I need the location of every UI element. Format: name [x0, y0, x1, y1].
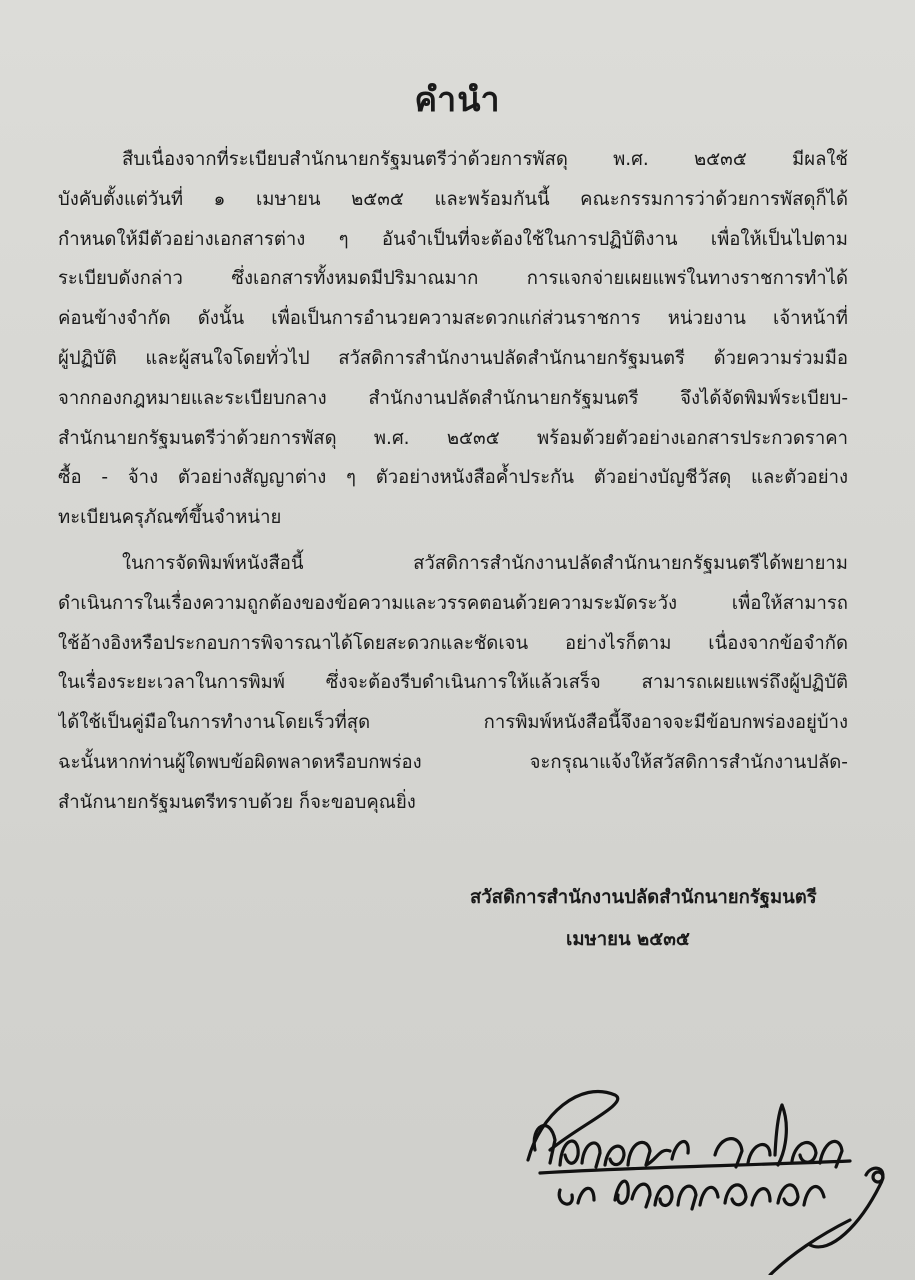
paragraph-1-line: บังคับตั้งแต่วันที่ ๑ เมษายน ๒๕๓๕ และพร้อมกันนี้ คณะกรรมการว่าด้วยการพัสดุก็ได้	[58, 188, 848, 210]
paragraph-1-line: ค่อนข้างจำกัด ดังนั้น เพื่อเป็นการอำนวยความสะดวกแก่ส่วนราชการ หน่วยงาน เจ้าหน้าที่	[58, 308, 848, 330]
signoff-organization: สวัสดิการสำนักงานปลัดสำนักนายกรัฐมนตรี	[470, 887, 817, 908]
paragraph-1-line: สำนักนายกรัฐมนตรีว่าด้วยการพัสดุ พ.ศ. ๒๕๓๕ พร้อมด้วยตัวอย่างเอกสารประกวดราคา	[58, 427, 848, 449]
page-title: คำนำ	[414, 80, 501, 120]
paragraph-2-line: ดำเนินการในเรื่องความถูกต้องของข้อความและวรรคตอนด้วยความระมัดระวัง เพื่อให้สามารถ	[58, 592, 848, 614]
signoff-date: เมษายน ๒๕๓๕	[566, 929, 690, 950]
paragraph-2-line: ในการจัดพิมพ์หนังสือนี้ สวัสดิการสำนักงานปลัดสำนักนายกรัฐมนตรีได้พยายาม	[122, 552, 848, 574]
paragraph-1-line: จากกองกฎหมายและระเบียบกลาง สำนักงานปลัดสำนักนายกรัฐมนตรี จึงได้จัดพิมพ์ระเบียบ-	[58, 387, 848, 409]
signoff-block	[470, 877, 850, 961]
paragraph-2-line: ใช้อ้างอิงหรือประกอบการพิจารณาได้โดยสะดวกและชัดเจน อย่างไรก็ตาม เนื่องจากข้อจำกัด	[58, 632, 848, 654]
paragraph-2-line: ฉะนั้นหากท่านผู้ใดพบข้อผิดพลาดหรือบกพร่อง จะกรุณาแจ้งให้สวัสดิการสำนักงานปลัด-	[58, 751, 848, 773]
paragraph-1-line: ผู้ปฏิบัติ และผู้สนใจโดยทั่วไป สวัสดิการสำนักงานปลัดสำนักนายกรัฐมนตรี ด้วยความร่วมมือ	[58, 347, 848, 369]
signature-strokes	[528, 1091, 883, 1275]
paragraph-1-line: ทะเบียนครุภัณฑ์ขึ้นจำหน่าย	[58, 507, 282, 529]
paragraph-2-line: สำนักนายกรัฐมนตรีทราบด้วย ก็จะขอบคุณยิ่ง	[58, 791, 416, 813]
paragraph-2-line: ในเรื่องระยะเวลาในการพิมพ์ ซึ่งจะต้องรีบดำเนินการให้แล้วเสร็จ สามารถเผยแพร่ถึงผู้ปฏิบัติ	[58, 672, 848, 694]
paragraph-1-line: ซื้อ - จ้าง ตัวอย่างสัญญาต่าง ๆ ตัวอย่างหนังสือค้ำประกัน ตัวอย่างบัญชีวัสดุ และตัวอย่าง	[58, 467, 848, 489]
paragraph-1-line: ระเบียบดังกล่าว ซึ่งเอกสารทั้งหมดมีปริมาณมาก การแจกจ่ายเผยแพร่ในทางราชการทำได้	[58, 268, 848, 290]
preface-body	[58, 140, 848, 823]
paragraph-2-line: ได้ใช้เป็นคู่มือในการทำงานโดยเร็วที่สุด การพิมพ์หนังสือนี้จึงอาจจะมีข้อบกพร่องอยู่บ้าง	[58, 712, 848, 734]
paragraph-1-line: สืบเนื่องจากที่ระเบียบสำนักนายกรัฐมนตรีว่าด้วยการพัสดุ พ.ศ. ๒๕๓๕ มีผลใช้	[122, 149, 848, 170]
paragraph-1-line: กำหนดให้มีตัวอย่างเอกสารต่าง ๆ อันจำเป็นที่จะต้องใช้ในการปฏิบัติงาน เพื่อให้เป็นไปตาม	[58, 228, 848, 250]
handwritten-signature	[520, 1055, 910, 1275]
